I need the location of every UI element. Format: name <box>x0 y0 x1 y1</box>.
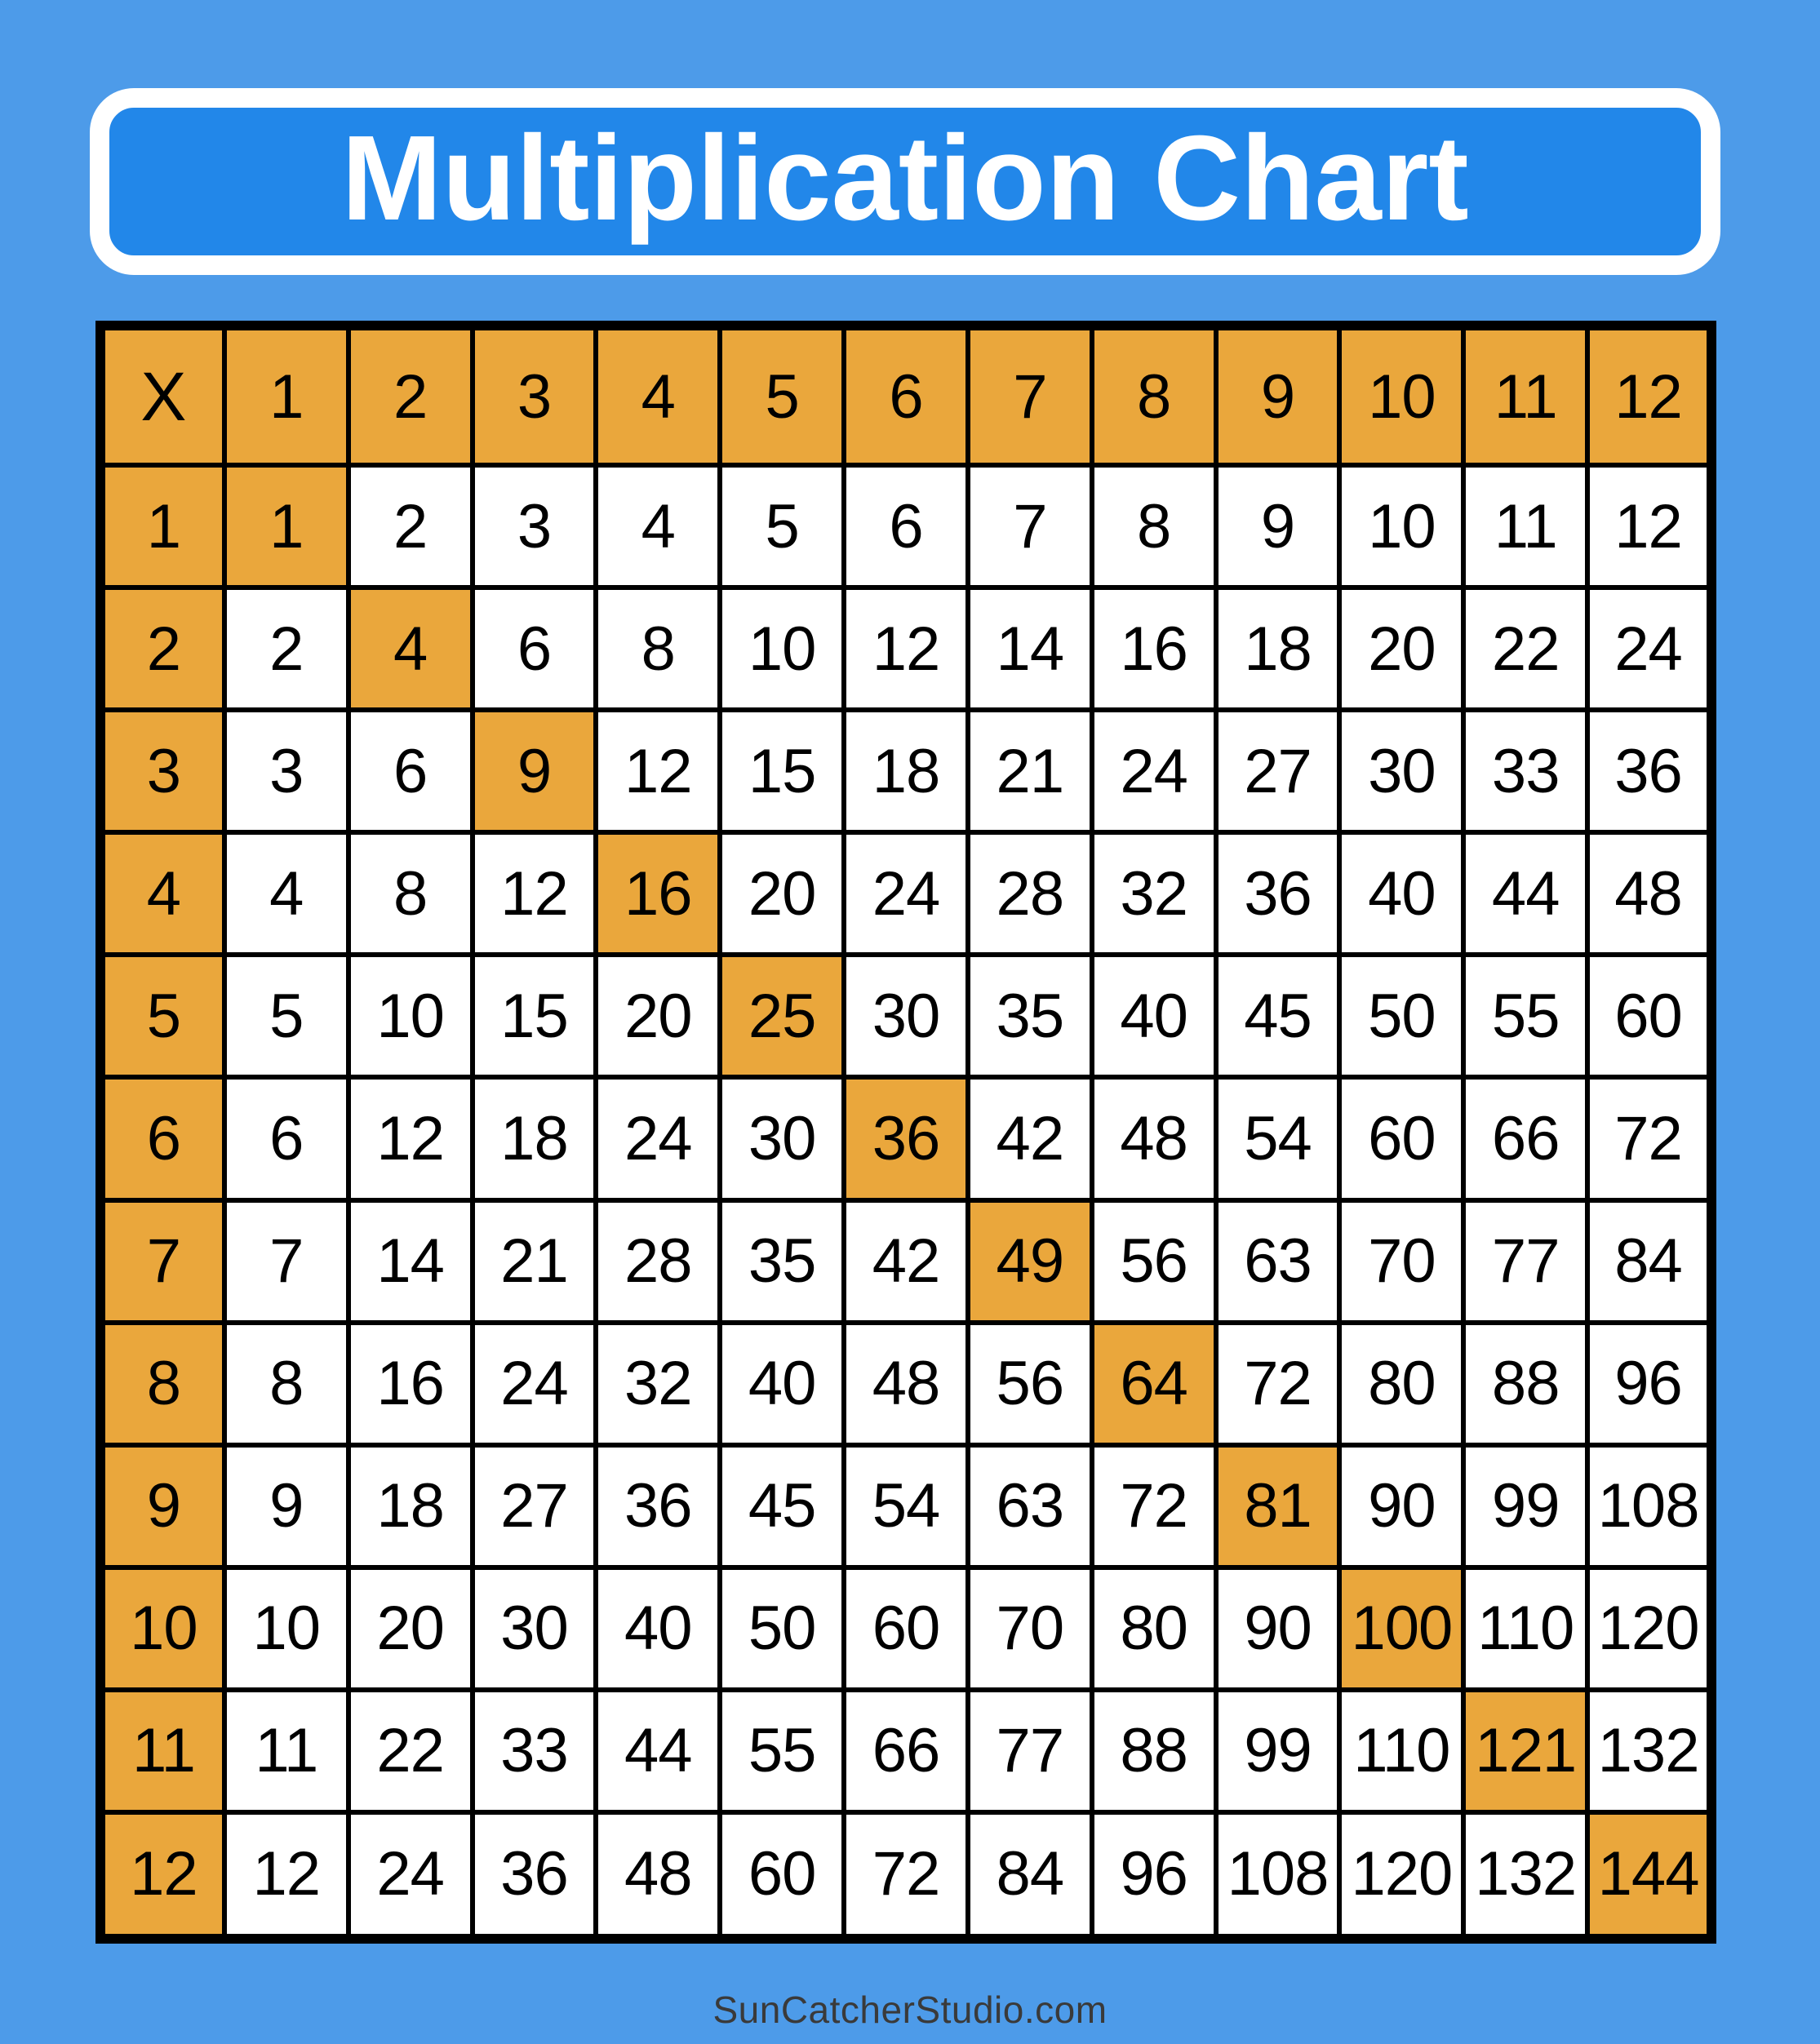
product-cell: 40 <box>596 1567 720 1690</box>
product-cell: 96 <box>1092 1812 1216 1939</box>
table-row <box>100 1323 1711 1445</box>
product-cell: 27 <box>1216 710 1340 832</box>
product-cell: 3 <box>473 465 597 587</box>
row-header-cell: 10 <box>100 1567 224 1690</box>
product-cell: 66 <box>844 1690 968 1812</box>
product-cell: 10 <box>224 1567 348 1690</box>
product-cell: 21 <box>968 710 1092 832</box>
product-cell: 132 <box>1587 1690 1711 1812</box>
product-cell: 22 <box>348 1690 473 1812</box>
row-header-cell: 1 <box>100 465 224 587</box>
column-header-cell: 6 <box>844 326 968 465</box>
table-row <box>100 1690 1711 1812</box>
square-product-cell: 121 <box>1463 1690 1587 1812</box>
product-cell: 6 <box>473 587 597 710</box>
product-cell: 110 <box>1463 1567 1587 1690</box>
product-cell: 40 <box>720 1323 844 1445</box>
table-row <box>100 1445 1711 1567</box>
product-cell: 66 <box>1463 1077 1587 1199</box>
product-cell: 55 <box>720 1690 844 1812</box>
product-cell: 28 <box>596 1200 720 1323</box>
product-cell: 16 <box>1092 587 1216 710</box>
product-cell: 48 <box>1092 1077 1216 1199</box>
product-cell: 40 <box>1339 832 1463 955</box>
product-cell: 50 <box>1339 955 1463 1077</box>
product-cell: 48 <box>1587 832 1711 955</box>
product-cell: 72 <box>1216 1323 1340 1445</box>
corner-cell: X <box>100 326 224 465</box>
square-product-cell: 16 <box>596 832 720 955</box>
product-cell: 80 <box>1339 1323 1463 1445</box>
table-body <box>100 326 1711 1939</box>
product-cell: 14 <box>348 1200 473 1323</box>
product-cell: 4 <box>596 465 720 587</box>
row-header-cell: 7 <box>100 1200 224 1323</box>
product-cell: 12 <box>596 710 720 832</box>
product-cell: 33 <box>473 1690 597 1812</box>
product-cell: 5 <box>720 465 844 587</box>
row-header-cell: 8 <box>100 1323 224 1445</box>
table-row <box>100 1200 1711 1323</box>
product-cell: 36 <box>596 1445 720 1567</box>
row-header-cell: 5 <box>100 955 224 1077</box>
product-cell: 32 <box>1092 832 1216 955</box>
column-header-cell: 10 <box>1339 326 1463 465</box>
product-cell: 88 <box>1463 1323 1587 1445</box>
product-cell: 35 <box>968 955 1092 1077</box>
product-cell: 12 <box>473 832 597 955</box>
product-cell: 48 <box>596 1812 720 1939</box>
product-cell: 18 <box>473 1077 597 1199</box>
product-cell: 11 <box>1463 465 1587 587</box>
product-cell: 28 <box>968 832 1092 955</box>
product-cell: 90 <box>1339 1445 1463 1567</box>
title-banner <box>90 88 1720 275</box>
product-cell: 20 <box>348 1567 473 1690</box>
product-cell: 70 <box>1339 1200 1463 1323</box>
product-cell: 24 <box>596 1077 720 1199</box>
product-cell: 40 <box>1092 955 1216 1077</box>
product-cell: 5 <box>224 955 348 1077</box>
product-cell: 11 <box>224 1690 348 1812</box>
product-cell: 48 <box>844 1323 968 1445</box>
column-header-cell: 7 <box>968 326 1092 465</box>
product-cell: 33 <box>1463 710 1587 832</box>
product-cell: 72 <box>1092 1445 1216 1567</box>
row-header-cell: 9 <box>100 1445 224 1567</box>
product-cell: 8 <box>1092 465 1216 587</box>
product-cell: 80 <box>1092 1567 1216 1690</box>
product-cell: 54 <box>1216 1077 1340 1199</box>
column-header-cell: 11 <box>1463 326 1587 465</box>
square-product-cell: 9 <box>473 710 597 832</box>
product-cell: 12 <box>1587 465 1711 587</box>
product-cell: 30 <box>844 955 968 1077</box>
product-cell: 6 <box>224 1077 348 1199</box>
table-row <box>100 710 1711 832</box>
product-cell: 12 <box>224 1812 348 1939</box>
page-title: Multiplication Chart <box>341 110 1469 246</box>
product-cell: 4 <box>224 832 348 955</box>
row-header-cell: 6 <box>100 1077 224 1199</box>
product-cell: 24 <box>348 1812 473 1939</box>
product-cell: 3 <box>224 710 348 832</box>
column-header-cell: 4 <box>596 326 720 465</box>
product-cell: 18 <box>844 710 968 832</box>
column-header-cell: 12 <box>1587 326 1711 465</box>
square-product-cell: 64 <box>1092 1323 1216 1445</box>
product-cell: 63 <box>1216 1200 1340 1323</box>
footer-credit: SunCatcherStudio.com <box>712 1989 1108 2031</box>
product-cell: 60 <box>1339 1077 1463 1199</box>
product-cell: 36 <box>473 1812 597 1939</box>
product-cell: 24 <box>844 832 968 955</box>
column-header-cell: 2 <box>348 326 473 465</box>
product-cell: 7 <box>968 465 1092 587</box>
product-cell: 108 <box>1216 1812 1340 1939</box>
product-cell: 63 <box>968 1445 1092 1567</box>
product-cell: 20 <box>596 955 720 1077</box>
product-cell: 36 <box>1587 710 1711 832</box>
product-cell: 12 <box>844 587 968 710</box>
product-cell: 14 <box>968 587 1092 710</box>
table-row <box>100 1077 1711 1199</box>
column-header-cell: 3 <box>473 326 597 465</box>
square-product-cell: 100 <box>1339 1567 1463 1690</box>
product-cell: 96 <box>1587 1323 1711 1445</box>
row-header-cell: 2 <box>100 587 224 710</box>
product-cell: 30 <box>473 1567 597 1690</box>
row-header-cell: 12 <box>100 1812 224 1939</box>
product-cell: 72 <box>1587 1077 1711 1199</box>
product-cell: 24 <box>1092 710 1216 832</box>
column-header-cell: 8 <box>1092 326 1216 465</box>
product-cell: 60 <box>720 1812 844 1939</box>
product-cell: 60 <box>844 1567 968 1690</box>
product-cell: 77 <box>1463 1200 1587 1323</box>
table-row <box>100 832 1711 955</box>
product-cell: 99 <box>1216 1690 1340 1812</box>
square-product-cell: 1 <box>224 465 348 587</box>
product-cell: 54 <box>844 1445 968 1567</box>
product-cell: 2 <box>348 465 473 587</box>
product-cell: 9 <box>224 1445 348 1567</box>
product-cell: 21 <box>473 1200 597 1323</box>
product-cell: 56 <box>968 1323 1092 1445</box>
product-cell: 72 <box>844 1812 968 1939</box>
product-cell: 16 <box>348 1323 473 1445</box>
product-cell: 10 <box>720 587 844 710</box>
product-cell: 2 <box>224 587 348 710</box>
row-header-cell: 11 <box>100 1690 224 1812</box>
product-cell: 24 <box>1587 587 1711 710</box>
product-cell: 9 <box>1216 465 1340 587</box>
product-cell: 7 <box>224 1200 348 1323</box>
square-product-cell: 4 <box>348 587 473 710</box>
product-cell: 10 <box>348 955 473 1077</box>
product-cell: 56 <box>1092 1200 1216 1323</box>
product-cell: 18 <box>1216 587 1340 710</box>
product-cell: 88 <box>1092 1690 1216 1812</box>
product-cell: 6 <box>348 710 473 832</box>
product-cell: 20 <box>1339 587 1463 710</box>
product-cell: 132 <box>1463 1812 1587 1939</box>
product-cell: 24 <box>473 1323 597 1445</box>
product-cell: 44 <box>596 1690 720 1812</box>
product-cell: 120 <box>1339 1812 1463 1939</box>
product-cell: 35 <box>720 1200 844 1323</box>
product-cell: 55 <box>1463 955 1587 1077</box>
product-cell: 42 <box>844 1200 968 1323</box>
product-cell: 8 <box>224 1323 348 1445</box>
product-cell: 84 <box>968 1812 1092 1939</box>
product-cell: 6 <box>844 465 968 587</box>
product-cell: 77 <box>968 1690 1092 1812</box>
product-cell: 30 <box>1339 710 1463 832</box>
product-cell: 70 <box>968 1567 1092 1690</box>
header-row <box>100 326 1711 465</box>
product-cell: 50 <box>720 1567 844 1690</box>
multiplication-table <box>95 321 1716 1944</box>
square-product-cell: 25 <box>720 955 844 1077</box>
product-cell: 99 <box>1463 1445 1587 1567</box>
product-cell: 60 <box>1587 955 1711 1077</box>
product-cell: 90 <box>1216 1567 1340 1690</box>
square-product-cell: 49 <box>968 1200 1092 1323</box>
row-header-cell: 4 <box>100 832 224 955</box>
column-header-cell: 1 <box>224 326 348 465</box>
product-cell: 120 <box>1587 1567 1711 1690</box>
product-cell: 10 <box>1339 465 1463 587</box>
square-product-cell: 81 <box>1216 1445 1340 1567</box>
square-product-cell: 144 <box>1587 1812 1711 1939</box>
table-row <box>100 465 1711 587</box>
product-cell: 45 <box>720 1445 844 1567</box>
product-cell: 15 <box>720 710 844 832</box>
column-header-cell: 9 <box>1216 326 1340 465</box>
column-header-cell: 5 <box>720 326 844 465</box>
table-row <box>100 955 1711 1077</box>
product-cell: 110 <box>1339 1690 1463 1812</box>
product-cell: 44 <box>1463 832 1587 955</box>
product-cell: 84 <box>1587 1200 1711 1323</box>
product-cell: 22 <box>1463 587 1587 710</box>
table-row <box>100 1567 1711 1690</box>
product-cell: 8 <box>348 832 473 955</box>
product-cell: 45 <box>1216 955 1340 1077</box>
product-cell: 12 <box>348 1077 473 1199</box>
table-row <box>100 587 1711 710</box>
product-cell: 27 <box>473 1445 597 1567</box>
product-cell: 30 <box>720 1077 844 1199</box>
table-row <box>100 1812 1711 1939</box>
product-cell: 15 <box>473 955 597 1077</box>
square-product-cell: 36 <box>844 1077 968 1199</box>
product-cell: 108 <box>1587 1445 1711 1567</box>
product-cell: 18 <box>348 1445 473 1567</box>
product-cell: 36 <box>1216 832 1340 955</box>
product-cell: 42 <box>968 1077 1092 1199</box>
product-cell: 20 <box>720 832 844 955</box>
product-cell: 8 <box>596 587 720 710</box>
product-cell: 32 <box>596 1323 720 1445</box>
row-header-cell: 3 <box>100 710 224 832</box>
